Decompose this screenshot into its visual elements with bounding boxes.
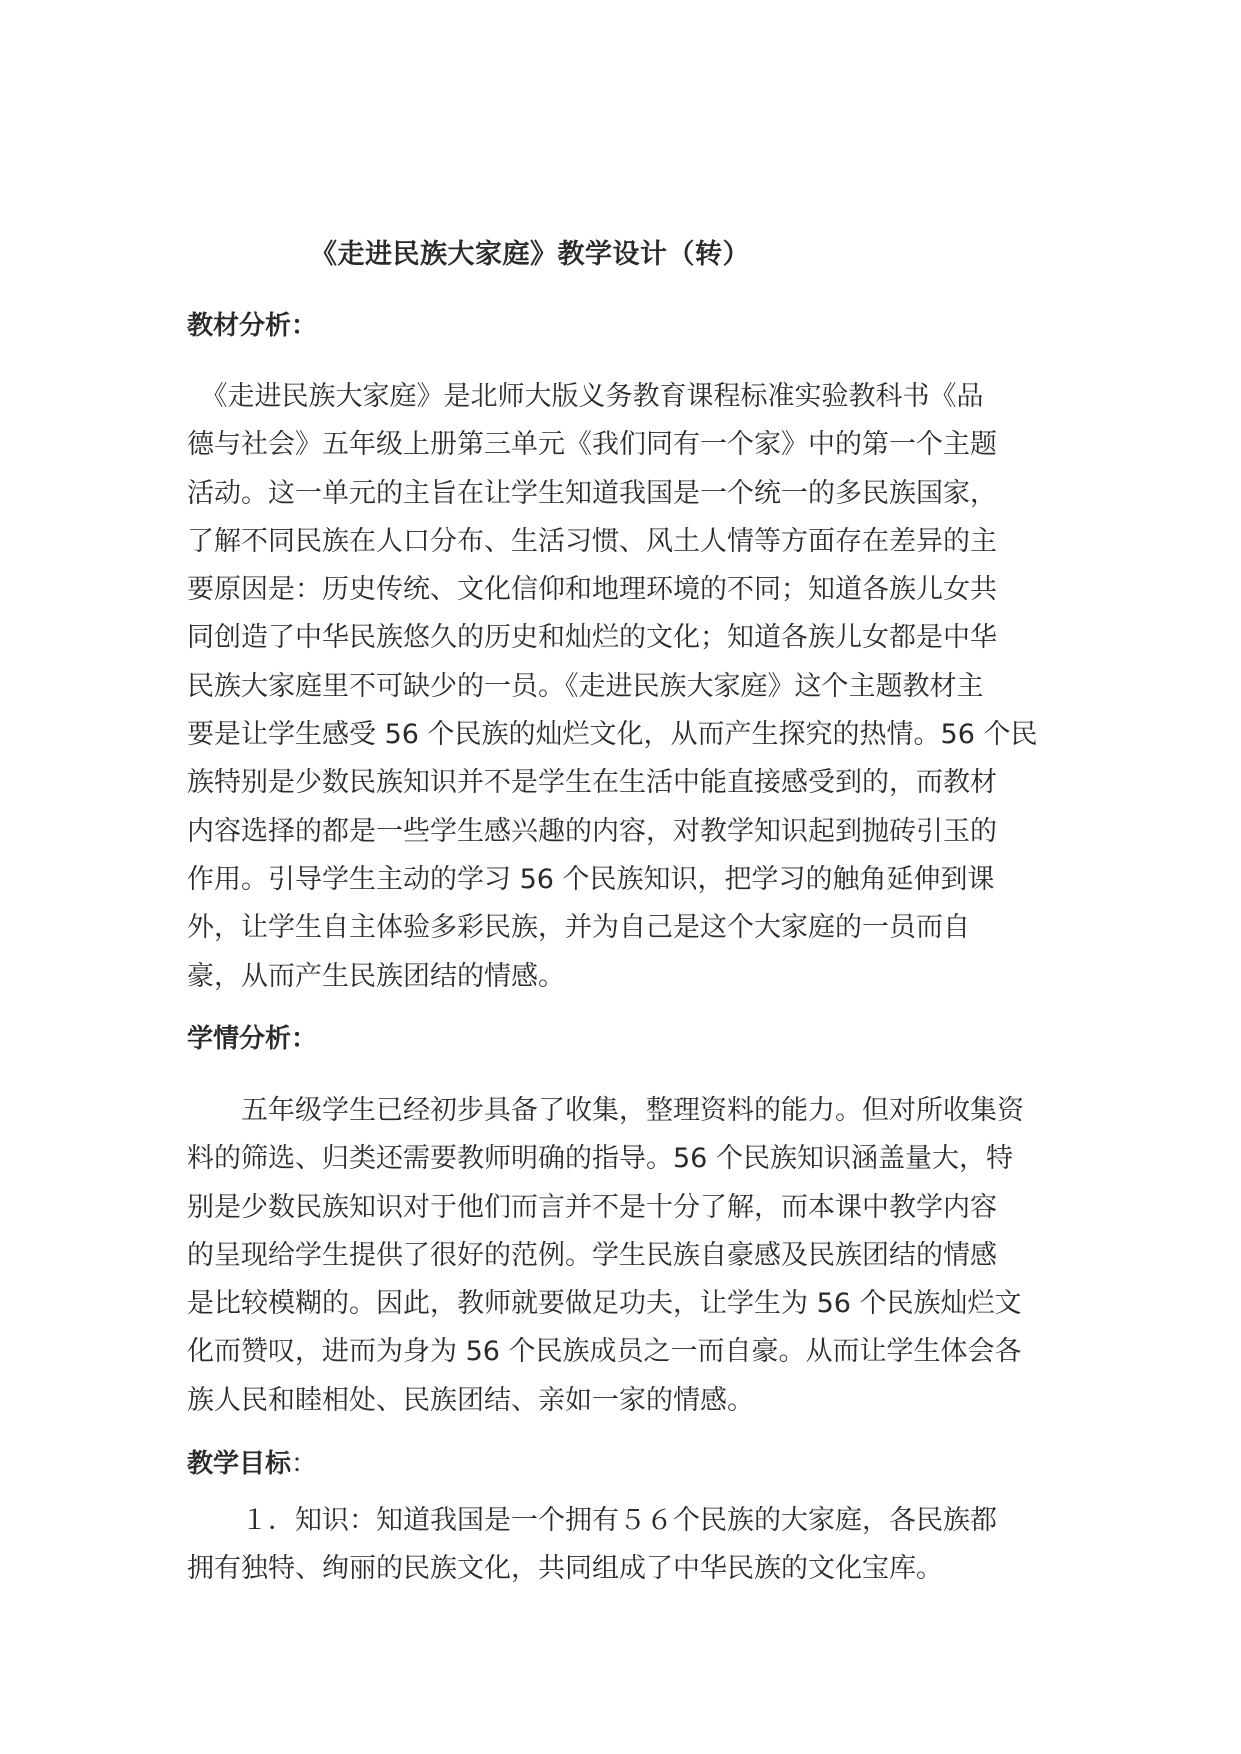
section-heading-textbook-analysis: 教材分析： [187, 311, 318, 341]
paragraph-teaching-goals [187, 1497, 1057, 1594]
paragraph-line: 化而赞叹，进而为身为 56 个民族成员之一而自豪。从而让学生体会各 [187, 1336, 1022, 1368]
paragraph-line: 外，让学生自主体验多彩民族，并为自己是这个大家庭的一员而自 [187, 912, 970, 944]
paragraph-line: 要原因是：历史传统、文化信仰和地理环境的不同；知道各族儿女共 [187, 574, 997, 606]
paragraph-line: 要是让学生感受 56 个民族的灿烂文化，从而产生探究的热情。56 个民 [187, 719, 1038, 751]
paragraph-line: 了解不同民族在人口分布、生活习惯、风土人情等方面存在差异的主 [187, 525, 997, 557]
paragraph-line: 族特别是少数民族知识并不是学生在生活中能直接感受到的，而教材 [187, 767, 997, 799]
paragraph-line: 活动。这一单元的主旨在让学生知道我国是一个统一的多民族国家， [187, 477, 997, 509]
paragraph-line: 内容选择的都是一些学生感兴趣的内容，对教学知识起到抛砖引玉的 [187, 815, 997, 847]
paragraph-line: 德与社会》五年级上册第三单元《我们同有一个家》中的第一个主题 [187, 429, 997, 461]
section-heading-teaching-goals [187, 1443, 317, 1480]
paragraph-line: 作用。引导学生主动的学习 56 个民族知识，把学习的触角延伸到课 [187, 863, 995, 895]
paragraph-line: 的呈现给学生提供了很好的范例。学生民族自豪感及民族团结的情感 [187, 1239, 997, 1271]
section-heading-text: 教学目标 [187, 1449, 292, 1479]
paragraph-line: 同创造了中华民族悠久的历史和灿烂的文化；知道各族儿女都是中华 [187, 622, 997, 654]
document-title: 《走进民族大家庭》教学设计（转） [310, 239, 750, 270]
section-heading-colon: ： [291, 1449, 318, 1479]
paragraph-line: 五年级学生已经初步具备了收集，整理资料的能力。但对所收集资 [187, 1095, 1024, 1126]
paragraph-line: 豪，从而产生民族团结的情感。 [187, 960, 565, 992]
paragraph-line: 《走进民族大家庭》是北师大版义务教育课程标准实验教科书《品 [187, 381, 984, 412]
paragraph-line: １．知识：知道我国是一个拥有５６个民族的大家庭，各民族都 [187, 1505, 997, 1536]
paragraph-line: 料的筛选、归类还需要教师明确的指导。56 个民族知识涵盖量大，特 [187, 1143, 1013, 1175]
paragraph-line: 族人民和睦相处、民族团结、亲如一家的情感。 [187, 1384, 754, 1416]
paragraph-line: 拥有独特、绚丽的民族文化，共同组成了中华民族的文化宝库。 [187, 1553, 943, 1585]
paragraph-textbook-analysis [187, 373, 1057, 1001]
paragraph-line: 民族大家庭里不可缺少的一员。《走进民族大家庭》这个主题教材主 [187, 670, 984, 702]
paragraph-line: 是比较模糊的。因此，教师就要做足功夫，让学生为 56 个民族灿烂文 [187, 1288, 1022, 1320]
section-heading-student-analysis: 学情分析： [187, 1024, 318, 1054]
paragraph-line: 别是少数民族知识对于他们而言并不是十分了解，而本课中教学内容 [187, 1191, 997, 1223]
paragraph-student-analysis [187, 1087, 1057, 1425]
